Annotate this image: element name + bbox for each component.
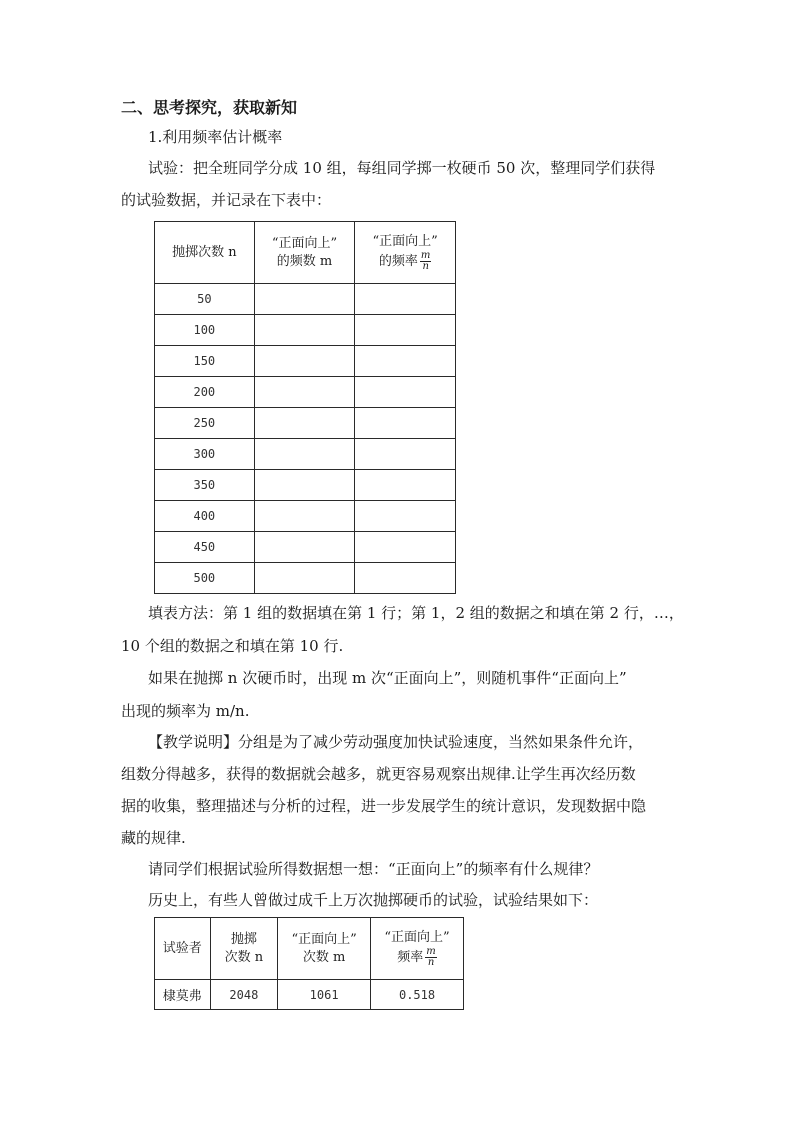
table-row	[155, 284, 456, 315]
fraction-m-over-n: $\frac{m}{n}$	[426, 946, 436, 968]
heads-frequency-cell	[355, 408, 456, 439]
historical-results-table	[154, 917, 464, 1010]
throw-count-cell: 250	[155, 408, 255, 439]
heads-count-cell	[254, 563, 355, 594]
throw-count-cell: 100	[155, 315, 255, 346]
throw-count-cell: 2048	[210, 980, 278, 1010]
paragraph-line: 据的收集，整理描述与分析的过程，进一步发展学生的统计意识，发现数据中隐	[121, 797, 647, 815]
experimenter-cell: 棣莫弗	[155, 980, 211, 1010]
frequency-record-table	[154, 221, 456, 594]
heads-frequency-cell	[355, 501, 456, 532]
heads-count-cell	[254, 408, 355, 439]
paragraph-line: 10 个组的数据之和填在第 10 行.	[121, 637, 344, 655]
paragraph-line: 的试验数据，并记录在下表中：	[121, 191, 332, 209]
header-heads-count: “正面向上” 的频数 m	[254, 222, 355, 284]
table-row	[155, 563, 456, 594]
heads-count-cell	[254, 346, 355, 377]
table-row	[155, 501, 456, 532]
table-row	[155, 470, 456, 501]
header-heads-count: “正面向上” 次数 m	[278, 918, 371, 980]
paragraph-line: 【教学说明】分组是为了减少劳动强度加快试验速度，当然如果条件允许，	[148, 733, 644, 751]
heads-count-cell	[254, 315, 355, 346]
heads-frequency-cell	[355, 346, 456, 377]
header-experimenter: 试验者	[155, 918, 211, 980]
heads-frequency-cell	[355, 315, 456, 346]
paragraph-line: 填表方法：第 1 组的数据填在第 1 行；第 1，2 组的数据之和填在第 2 行，…，	[148, 604, 684, 622]
header-heads-frequency: “正面向上” 频率 $\frac{m}{n}$	[371, 918, 464, 980]
table-row	[155, 346, 456, 377]
heads-count-cell	[254, 470, 355, 501]
paragraph-line: 藏的规律.	[121, 829, 186, 847]
table-row	[155, 377, 456, 408]
paragraph-line: 组数分得越多，获得的数据就会越多，就更容易观察出规律.让学生再次经历数	[121, 765, 636, 783]
throw-count-cell: 50	[155, 284, 255, 315]
heads-frequency-cell	[355, 439, 456, 470]
paragraph-line: 试验：把全班同学分成 10 组，每组同学掷一枚硬币 50 次，整理同学们获得	[148, 159, 656, 177]
heads-count-cell	[254, 439, 355, 470]
heads-frequency-cell	[355, 284, 456, 315]
throw-count-cell: 150	[155, 346, 255, 377]
heads-frequency-cell: 0.518	[371, 980, 464, 1010]
throw-count-cell: 350	[155, 470, 255, 501]
paragraph-question: 请同学们根据试验所得数据想一想：“正面向上”的频率有什么规律？	[148, 860, 599, 878]
throw-count-cell: 450	[155, 532, 255, 563]
subsection-title: 1.利用频率估计概率	[148, 128, 283, 146]
paragraph-history: 历史上，有些人曾做过成千上万次抛掷硬币的试验，试验结果如下：	[148, 891, 599, 909]
header-throw-count: 抛掷次数 n	[155, 222, 255, 284]
section-title: 二、思考探究，获取新知	[121, 98, 298, 117]
heads-count-cell	[254, 284, 355, 315]
throw-count-cell: 400	[155, 501, 255, 532]
paragraph-line: 如果在抛掷 n 次硬币时，出现 m 次“正面向上”，则随机事件“正面向上”	[148, 669, 627, 687]
fraction-m-over-n: $\frac{m}{n}$	[420, 250, 431, 272]
table-row	[155, 980, 464, 1010]
heads-frequency-cell	[355, 563, 456, 594]
table-row	[155, 439, 456, 470]
heads-count-cell	[254, 377, 355, 408]
table-row	[155, 532, 456, 563]
table-row	[155, 408, 456, 439]
heads-count-cell: 1061	[278, 980, 371, 1010]
heads-count-cell	[254, 532, 355, 563]
heads-count-cell	[254, 501, 355, 532]
heads-frequency-cell	[355, 377, 456, 408]
header-heads-frequency: “正面向上” 的频率 $\frac{m}{n}$	[355, 222, 456, 284]
header-throw-count: 抛掷 次数 n	[210, 918, 278, 980]
throw-count-cell: 200	[155, 377, 255, 408]
heads-frequency-cell	[355, 532, 456, 563]
throw-count-cell: 300	[155, 439, 255, 470]
throw-count-cell: 500	[155, 563, 255, 594]
table-row	[155, 315, 456, 346]
heads-frequency-cell	[355, 470, 456, 501]
paragraph-line: 出现的频率为 m/n.	[121, 702, 250, 720]
